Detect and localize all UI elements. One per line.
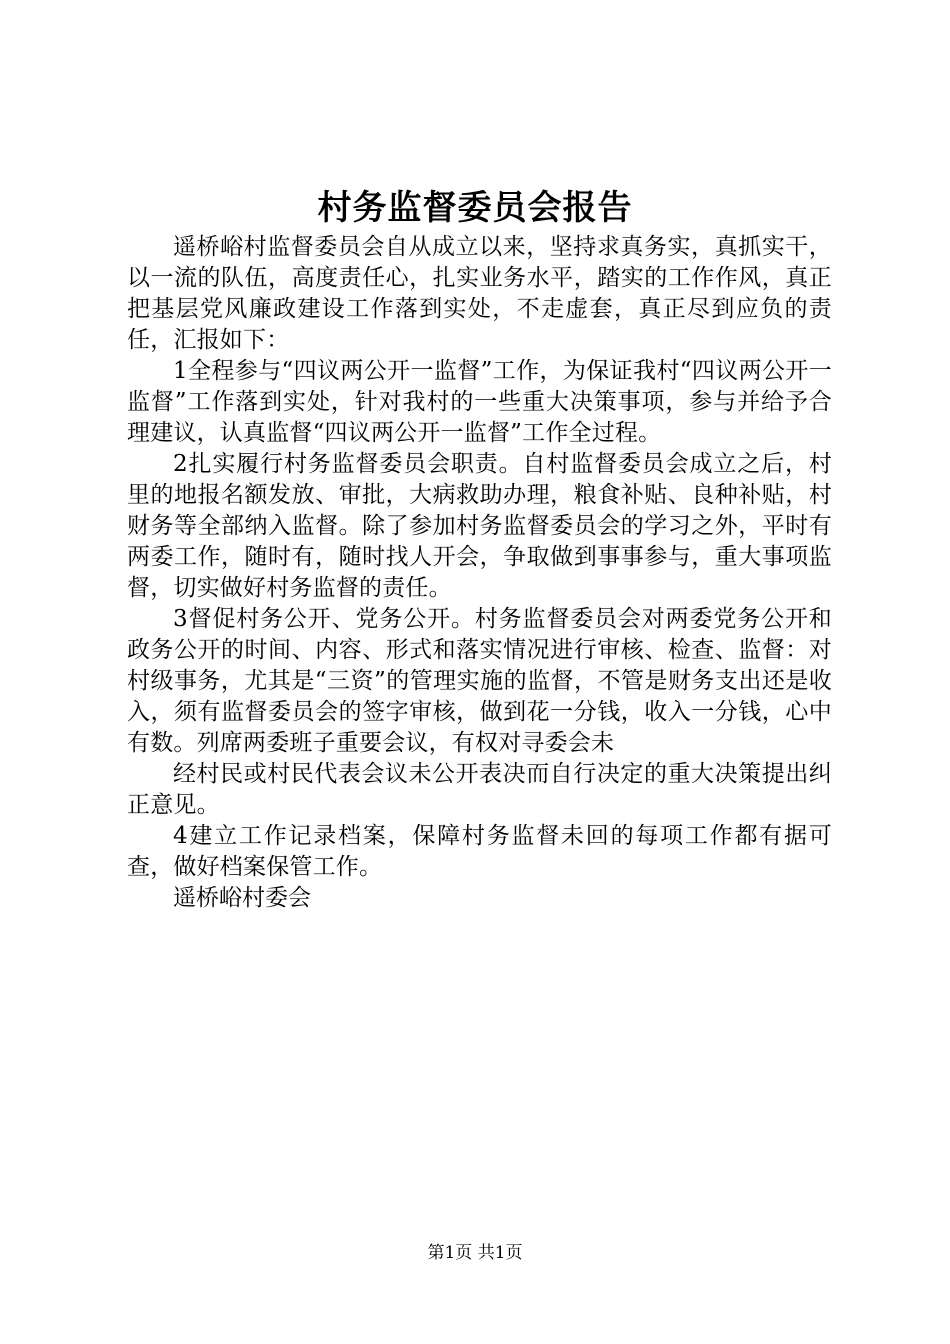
paragraph-item-2: 2扎实履行村务监督委员会职责。自村监督委员会成立之后，村里的地报名额发放、审批，大病救助办理，粮食补贴、良种补贴，村财务等全部纳入监督。除了参加村务监督委员会的学习之外，平时有两委工作，随时有，随时找人开会，争取做到事事参与，重大事项监督，切实做好村务监督的责任。 bbox=[127, 451, 832, 601]
paragraph-intro: 遥桥峪村监督委员会自从成立以来，坚持求真务实，真抓实干，以一流的队伍，高度责任心，扎实业务水平，踏实的工作作风，真正把基层党风廉政建设工作落到实处，不走虚套，真正尽到应负的责任，汇报如下： bbox=[127, 234, 832, 353]
document-body bbox=[127, 232, 832, 883]
paragraph-item-1: 1全程参与“四议两公开一监督”工作，为保证我村“四议两公开一监督”工作落到实处，针对我村的一些重大决策事项，参与并给予合理建议，认真监督“四议两公开一监督”工作全过程。 bbox=[127, 358, 832, 446]
paragraph-item-4: 4建立工作记录档案，保障村务监督未回的每项工作都有据可查，做好档案保管工作。 bbox=[127, 823, 832, 880]
paragraph-item-3: 3督促村务公开、党务公开。村务监督委员会对两委党务公开和政务公开的时间、内容、形式和落实情况进行审核、检查、监督：对村级事务，尤其是“三资”的管理实施的监督，不管是财务支出还是收入，须有监督委员会的签字审核，做到花一分钱，收入一分钱，心中有数。列席两委班子重要会议，有权对寻委会未 bbox=[127, 606, 832, 756]
signature-line: 遥桥峪村委会 bbox=[173, 885, 311, 911]
page-footer: 第1页 共1页 bbox=[427, 1243, 523, 1263]
document-title: 村务监督委员会报告 bbox=[317, 188, 633, 228]
paragraph-item-3-continued: 经村民或村民代表会议未公开表决而自行决定的重大决策提出纠正意见。 bbox=[127, 761, 832, 818]
